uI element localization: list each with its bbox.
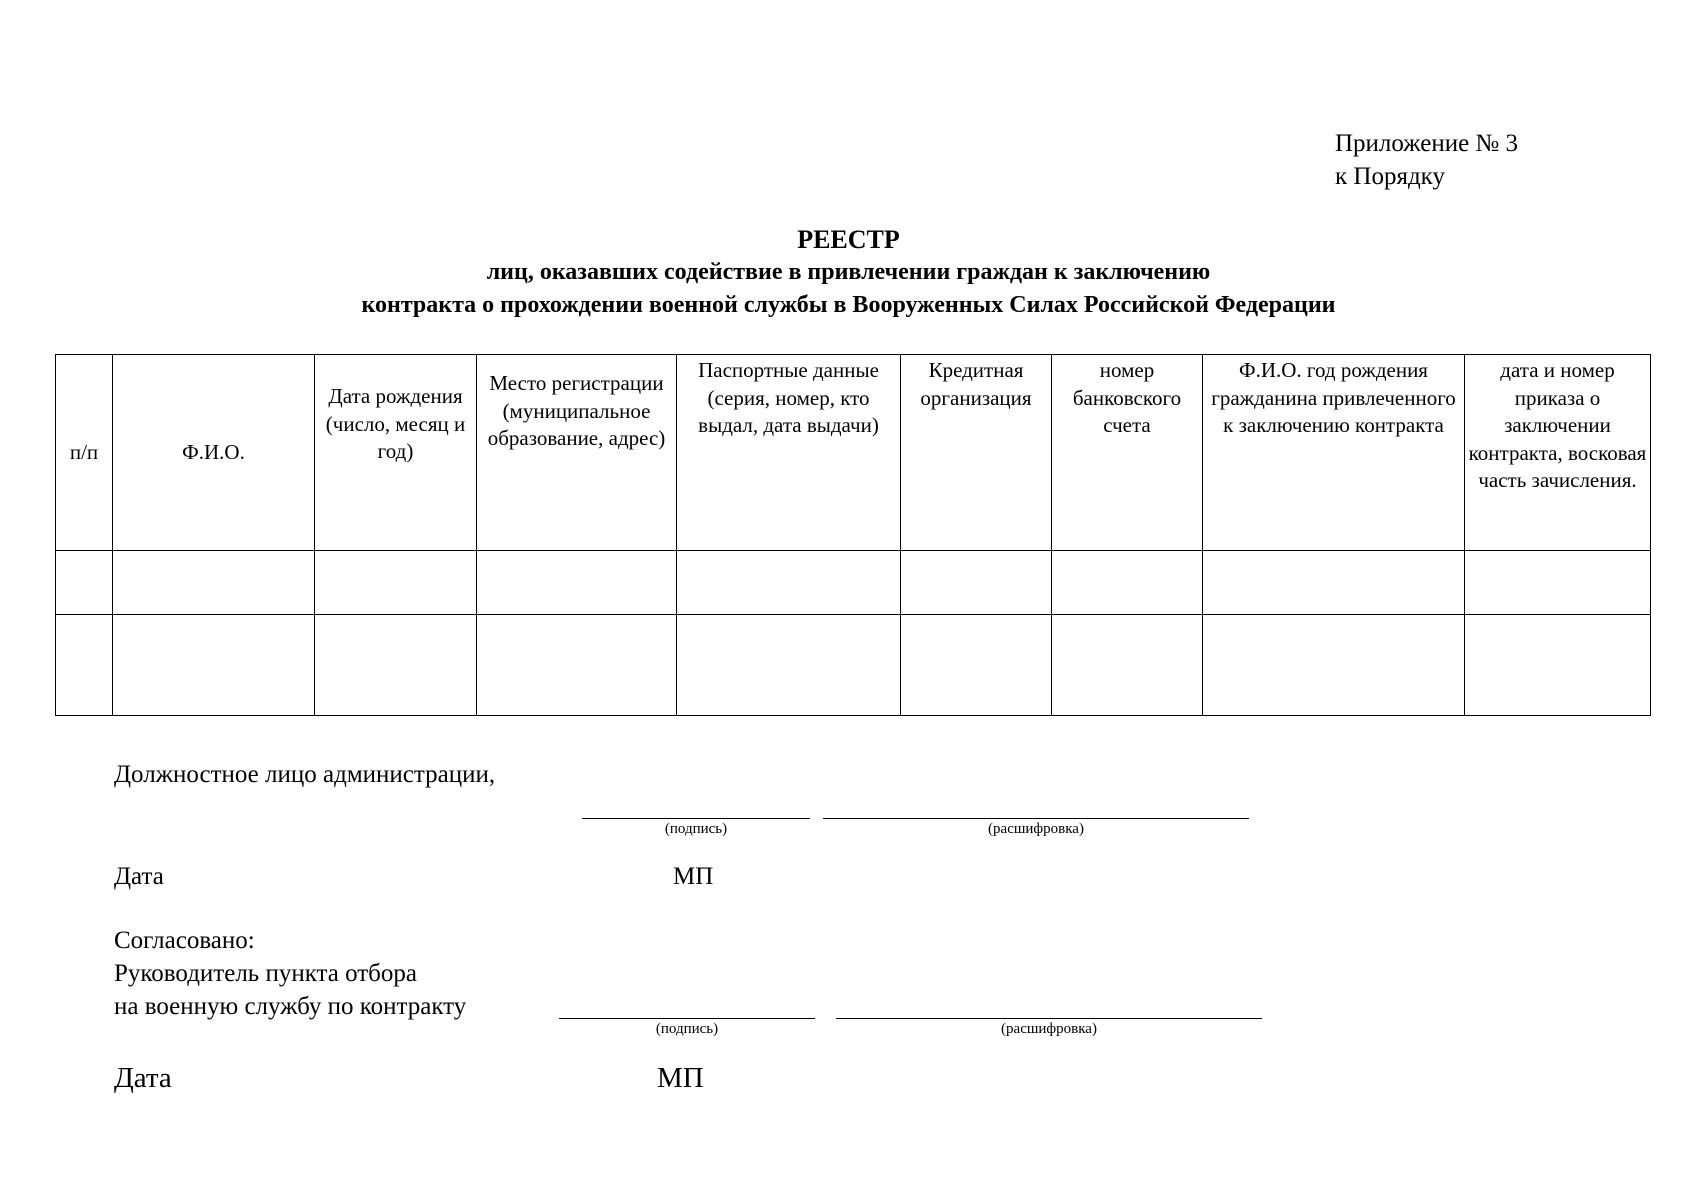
official-signature-caption: (подпись) (664, 821, 728, 837)
header-recruited-citizen: Ф.И.О. год рождения гражданина привлеченного к заключению контракта (1203, 355, 1465, 551)
table-row (56, 551, 1651, 615)
table-cell[interactable] (56, 551, 113, 615)
table-cell[interactable] (677, 551, 901, 615)
official-stamp-label: МП (673, 863, 714, 890)
table-cell[interactable] (113, 551, 315, 615)
table-row (56, 615, 1651, 716)
table-cell[interactable] (1465, 551, 1651, 615)
header-full-name: Ф.И.О. (113, 355, 315, 551)
approval-position-line-2: на военную службу по контракту (114, 993, 467, 1020)
table-cell[interactable] (1203, 615, 1465, 716)
table-cell[interactable] (677, 615, 901, 716)
official-label: Должностное лицо администрации, (114, 761, 496, 788)
table-cell[interactable] (1052, 551, 1203, 615)
appendix-number: Приложение № 3 (1335, 130, 1519, 157)
table-cell[interactable] (901, 615, 1052, 716)
table-cell[interactable] (315, 615, 477, 716)
approval-transcript-line[interactable] (836, 1018, 1262, 1019)
official-signature-line[interactable] (582, 818, 810, 819)
table-cell[interactable] (113, 615, 315, 716)
appendix-reference (1335, 127, 1518, 193)
approval-stamp-label: МП (657, 1062, 704, 1094)
header-credit-organization: Кредитная организация (901, 355, 1052, 551)
official-transcript-line[interactable] (823, 818, 1249, 819)
approval-agreed-label: Согласовано: (114, 927, 255, 954)
title-heading: РЕЕСТР (797, 225, 900, 254)
title-line-1: лиц, оказавших содействие в привлечении граждан к заключению (486, 259, 1211, 285)
table-cell[interactable] (1465, 615, 1651, 716)
table-cell[interactable] (1203, 551, 1465, 615)
table-cell[interactable] (477, 551, 677, 615)
approval-signature-caption: (подпись) (655, 1021, 719, 1037)
approval-transcript-caption: (расшифровка) (1001, 1021, 1097, 1037)
table-cell[interactable] (56, 615, 113, 716)
approval-date-label: Дата (114, 1062, 172, 1094)
table-cell[interactable] (901, 551, 1052, 615)
header-registration-place: Место регистрации (муниципальное образование, адрес) (477, 355, 677, 551)
table-cell[interactable] (315, 551, 477, 615)
table-header-row (56, 355, 1651, 551)
table-cell[interactable] (477, 615, 677, 716)
document-title (0, 224, 1697, 322)
header-number: п/п (56, 355, 113, 551)
approval-signature-line[interactable] (559, 1018, 815, 1019)
appendix-order: к Порядку (1335, 163, 1445, 190)
official-transcript-caption: (расшифровка) (988, 821, 1084, 837)
header-birth-date: Дата рождения (число, месяц и год) (315, 355, 477, 551)
table-cell[interactable] (1052, 615, 1203, 716)
title-line-2: контракта о прохождении военной службы в Вооруженных Силах Российской Федерации (361, 292, 1336, 318)
official-date-label: Дата (114, 863, 164, 890)
registry-table (55, 354, 1651, 716)
header-bank-account: номер банковского счета (1052, 355, 1203, 551)
header-contract-order: дата и номер приказа о заключении контракта, восковая часть зачисления. (1465, 355, 1651, 551)
header-passport-data: Паспортные данные (серия, номер, кто выдал, дата выдачи) (677, 355, 901, 551)
approval-position-line-1: Руководитель пункта отбора (114, 960, 418, 987)
